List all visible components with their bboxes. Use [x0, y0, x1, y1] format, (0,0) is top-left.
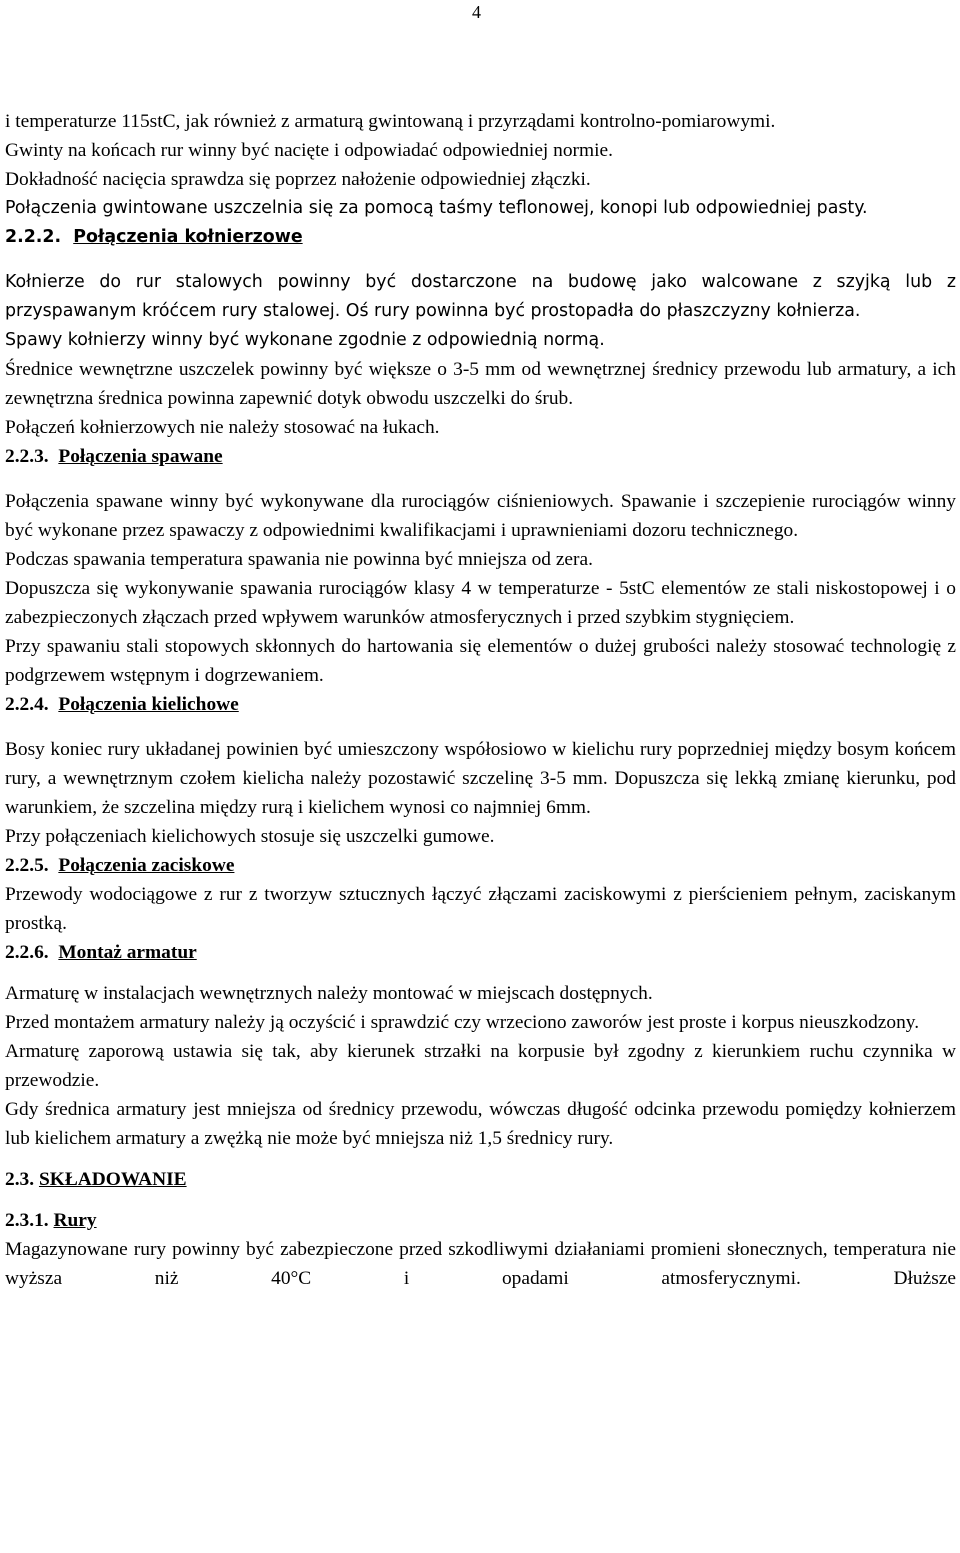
paragraph: Bosy koniec rury układanej powinien być umieszczony współosiowo w kielichu rury poprzedniej między bosym końcem rury, a wewnętrznym czołem kielicha należy pozostawić szczelinę 3-5 mm. Dopuszcza się lekką zmianę kierunku, pod warunkiem, że szczelina między rurą i kielichem wynosi co najmniej 6mm. [5, 739, 956, 818]
page-number: 4 [472, 2, 481, 22]
section-heading [5, 223, 956, 252]
section-number: 2.3.1. [5, 1210, 49, 1231]
section-heading [5, 938, 956, 967]
section-heading [5, 1206, 956, 1235]
section-title: Połączenia kołnierzowe [73, 227, 303, 247]
paragraph: Przy połączeniach kielichowych stosuje się uszczelki gumowe. [5, 826, 495, 847]
section-title: Połączenia zaciskowe [58, 855, 235, 876]
section-number: 2.2.4. [5, 694, 49, 715]
paragraph: Podczas spawania temperatura spawania nie powinna być mniejsza od zera. [5, 549, 593, 570]
section-number: 2.2.2. [5, 227, 62, 247]
paragraph: Gdy średnica armatury jest mniejsza od średnicy przewodu, wówczas długość odcinka przewodu pomiędzy kołnierzem lub kielichem armatury a zwężką nie może być mniejsza niż 1,5 średnicy rury. [5, 1099, 956, 1149]
section-number: 2.2.5. [5, 855, 49, 876]
section-number: 2.3. [5, 1169, 35, 1190]
section-title: SKŁADOWANIE [38, 1169, 187, 1190]
paragraph: Przy spawaniu stali stopowych skłonnych do hartowania się elementów o dużej grubości należy stosować technologię z podgrzewem wstępnym i dogrzewaniem. [5, 636, 956, 686]
section-title: Połączenia kielichowe [58, 694, 239, 715]
paragraph: Połączenia spawane winny być wykonywane dla rurociągów ciśnieniowych. Spawanie i szczepienie rurociągów winny być wykonane przez spawaczy z odpowiednimi kwalifikacjami i uprawnieniami dozoru technicznego. [5, 491, 956, 541]
paragraph: Spawy kołnierzy winny być wykonane zgodnie z odpowiednią normą. [5, 330, 605, 350]
section-heading [5, 1165, 956, 1194]
paragraph: Dopuszcza się wykonywanie spawania rurociągów klasy 4 w temperaturze - 5stC elementów ze stali niskostopowej i o zabezpieczonych złączach przed wpływem warunków atmosferycznych i przed szybkim stygnięciem. [5, 578, 956, 628]
paragraph: Armaturę w instalacjach wewnętrznych należy montować w miejscach dostępnych. [5, 983, 653, 1004]
paragraph: Połączenia gwintowane uszczelnia się za pomocą taśmy teflonowej, konopi lub odpowiedniej pasty. [5, 198, 868, 218]
paragraph: Dokładność nacięcia sprawdza się poprzez nałożenie odpowiedniej złączki. [5, 169, 591, 190]
paragraph: i temperaturze 115stC, jak również z armaturą gwintowaną i przyrządami kontrolno-pomiarowymi. [5, 111, 776, 132]
paragraph: Przewody wodociągowe z rur z tworzyw sztucznych łączyć złączami zaciskowymi z pierścieniem pełnym, zaciskanym prostką. [5, 884, 956, 934]
paragraph: Magazynowane rury powinny być zabezpieczone przed szkodliwymi działaniami promieni słonecznych, temperatura nie wyższa niż 40°C i opadami atmosferycznymi. Dłuższe [5, 1239, 956, 1289]
section-heading [5, 851, 956, 880]
paragraph: Przed montażem armatury należy ją oczyścić i sprawdzić czy wrzeciono zaworów jest proste i korpus nieuszkodzony. [5, 1012, 920, 1033]
document-body [5, 107, 956, 1293]
section-title: Połączenia spawane [58, 446, 223, 467]
section-heading [5, 442, 956, 471]
section-number: 2.2.6. [5, 942, 49, 963]
paragraph: Kołnierze do rur stalowych powinny być dostarczone na budowę jako walcowane z szyjką lub z przyspawanym króćcem rury stalowej. Oś rury powinna być prostopadła do płaszczyzny kołnierza. [5, 272, 956, 321]
section-heading [5, 690, 956, 719]
paragraph: Gwinty na końcach rur winny być nacięte i odpowiadać odpowiedniej normie. [5, 140, 613, 161]
section-number: 2.2.3. [5, 446, 49, 467]
section-title: Rury [53, 1210, 97, 1231]
paragraph: Średnice wewnętrzne uszczelek powinny być większe o 3-5 mm od wewnętrznej średnicy przewodu lub armatury, a ich zewnętrzna średnica powinna zapewnić dotyk obwodu uszczelki do śrub. [5, 359, 956, 409]
paragraph: Połączeń kołnierzowych nie należy stosować na łukach. [5, 417, 440, 438]
paragraph: Armaturę zaporową ustawia się tak, aby kierunek strzałki na korpusie był zgodny z kierunkiem ruchu czynnika w przewodzie. [5, 1041, 956, 1091]
section-title: Montaż armatur [58, 942, 197, 963]
